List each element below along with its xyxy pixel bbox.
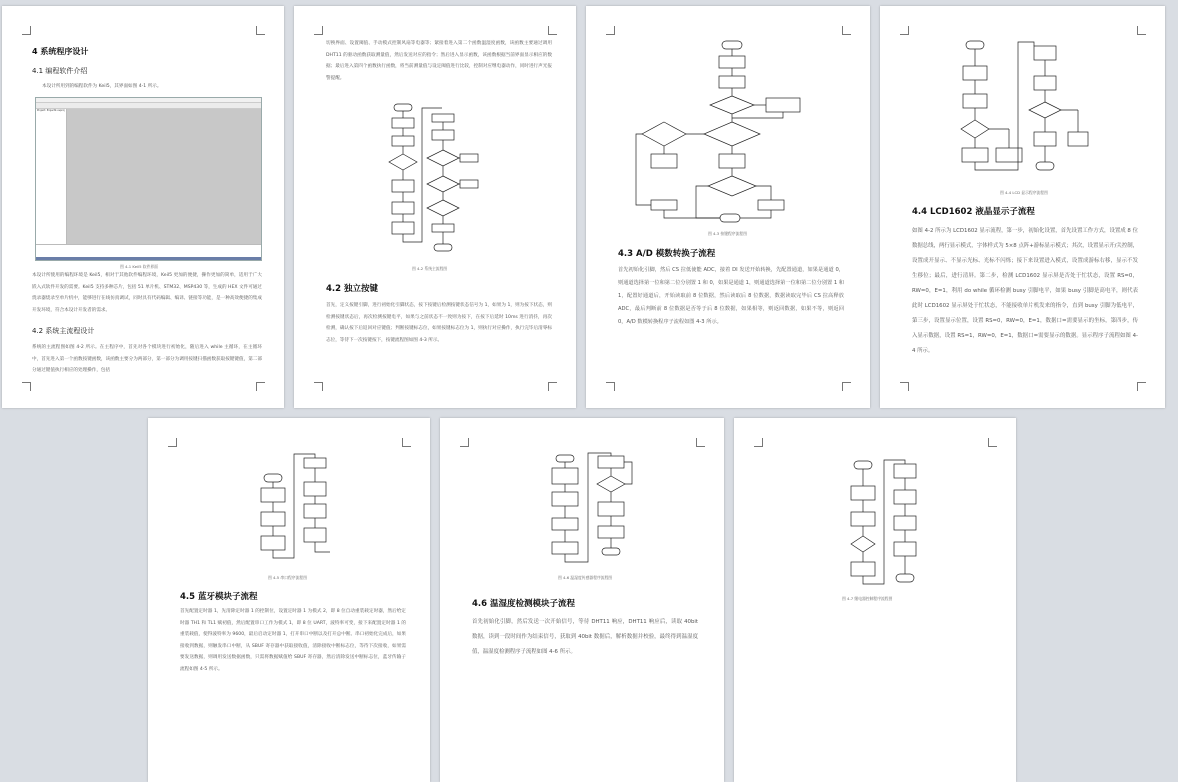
figure-caption: 图 4-2 系统主流程图: [412, 266, 448, 271]
subsection-heading: 4.4 LCD1602 液晶显示子流程: [912, 207, 1035, 217]
crop-mark: [606, 26, 615, 35]
crop-mark: [22, 26, 31, 35]
subsection-heading: 4.5 蓝牙模块子流程: [180, 592, 258, 602]
document-page-5: [148, 418, 430, 782]
paragraph: 首先初始化引脚，然后 CS 拉低使能 ADC，接着 DI 发送开始转换，先配置通道，如果是通道 0，则通道选择第一位和第二位分别置 1 和 0，如果是通道 1，则通道选择第一位和第二位分别置 1 和 1，配置好通道后，开始读取前 8 位数据，然后读取后 8 位数据，数据读取完毕后 CS 拉高释放 ADC，最后判断前 8 位数据是否等于后 8 位数据，如果相等，则返回数据，如果不等，则返回 0，A/D 数模转换程序子流程如图 4-3 所示。: [618, 267, 844, 325]
paragraph: 系统的主流程图如图 4-2 所示。在主程序中，首先对各个模块进行初始化，随后进入 while 主循环，在主循环中，首先进入第一个函数按键函数，该函数主要分为两部分，第一部分为调用按键扫描函数获取按键键值，第二部分通过键值执行相应的处理操作，包括: [32, 345, 262, 373]
crop-mark: [606, 382, 615, 391]
document-page-4: [880, 6, 1165, 408]
flowchart-lcd: [958, 38, 1098, 180]
figure-caption: 图 4-1 Keil5 软件界面: [120, 264, 158, 269]
crop-mark: [256, 382, 265, 391]
crop-mark: [548, 26, 557, 35]
document-page-3: [586, 6, 870, 408]
project-label: Project: Project2.uvproj: [37, 109, 65, 112]
crop-mark: [900, 382, 909, 391]
crop-mark: [1137, 26, 1146, 35]
section-heading: 4 系统程序设计: [32, 47, 89, 56]
document-page-2: [294, 6, 576, 408]
crop-mark: [402, 438, 411, 447]
crop-mark: [168, 438, 177, 447]
crop-mark: [314, 382, 323, 391]
crop-mark: [988, 438, 997, 447]
figure-caption: 图 4-7 继电器控制程序流程图: [842, 596, 893, 601]
crop-mark: [256, 26, 265, 35]
paragraph: 本设计所用到的编程软件为 Keil5，其界面如图 4-1 所示。: [42, 84, 162, 89]
document-page-6: [440, 418, 724, 782]
figure-caption: 图 4-4 LCD 显示程序流程图: [1000, 190, 1048, 195]
crop-mark: [460, 438, 469, 447]
paragraph: 首先配置定时器 1，先清除定时器 1 的控制位，设置定时器 1 为模式 2，即 8 位自动重装载定时器，然后给定时器 TH1 和 TL1 赋初值，然后配置串口工作为模式 1，即 8 位 UART，波特率可变，接下来配置定时器 1 的重装载值，使得波特率为 9600，最后启动定时器 1，打开串口中断以及打开总中断。串口初始化完成后，如果接收到数据，则触发串口中断，从 SBUF 寄存器中获取接收值，清除接收中断标志位，等待下次接收，如果需要发送数据，则调用发送数据函数，只需将数据赋值给 SBUF 寄存器，然后清除发送中断标志位，蓝牙传输子流程如图 4-5 所示。: [180, 609, 406, 672]
crop-mark: [548, 382, 557, 391]
crop-mark: [22, 382, 31, 391]
crop-mark: [1137, 382, 1146, 391]
paragraph: 首先，定义按键引脚，进行初始化引脚状态，按下按键后检测按键状态信号为 1，如果为 1，则为按下状态，则检测按键状态后，再次检测按键电平，如果与之前状态不一致则为按下，在按下后延时 10ms 进行消抖，再次检测，确认按下后返回对应键值；判断按键标志位，如果按键标志位为 1，则执行对应操作，执行完毕后清零标志位，等待下一次按键按下，按键流程图如图 4-3 所示。: [326, 303, 552, 343]
paragraph: 切换界面、设置阈值、手动模式控制风扇等电器等；紧接着进入第二个函数温湿度函数，该函数主要通过调用 DHT11 的驱动函数获取测量值，然后发送对应的指令；然后进入显示函数，该函数根据当前界面显示相应的数据；最后进入第四个函数执行函数，将当前测量值与设定阈值进行比较，控制对应继电器动作，同时进行声光报警提醒。: [326, 41, 552, 81]
document-page-1: [2, 6, 284, 408]
flowchart-bluetooth: [256, 452, 336, 572]
document-page-7: [734, 418, 1016, 782]
subsection-heading: 4.2 系统主流程设计: [32, 327, 95, 335]
subsection-heading: 4.6 温湿度检测模块子流程: [472, 599, 576, 609]
crop-mark: [842, 26, 851, 35]
flowchart-relay: [846, 458, 926, 590]
paragraph: 如图 4-2 所示为 LCD1602 显示流程，第一步，初始化设置，首先设置工作方式，设置成 8 位数据总线，两行显示模式，字体样式为 5×8 点阵+游标显示模式；其次，设置显示开/关控制，设置成开显示、不显示光标、光标不闪烁；接下来设置进入模式，设置成游标右移，显示不发生移位；最后，进行清屏。第二步，检测 LCD1602 显示屏是否处于忙状态，设置 RS=0，RW=0，E=1，利用 do while 循环检测 busy 引脚电平，如果 busy 引脚是高电平，则代表此时 LCD1602 显示屏处于忙状态，不能接收单片机发来的指令，直到 busy 引脚为低电平，第三步，设置显示位置，设置 RS=0，RW=0，E=1，数据口=需要显示的坐标，第四步，传入显示数据，设置 RS=1，RW=0，E=1，数据口=需要显示的数据。显示程序子流程如图 4-4 所示。: [912, 228, 1138, 354]
figure-caption: 图 4-3 按键程序流程图: [708, 231, 747, 236]
crop-mark: [842, 382, 851, 391]
crop-mark: [314, 26, 323, 35]
subsection-heading: 4.1 编程软件介绍: [32, 67, 88, 75]
crop-mark: [754, 438, 763, 447]
flowchart-main: [382, 102, 482, 256]
keil-screenshot-image: [35, 97, 262, 261]
crop-mark: [900, 26, 909, 35]
figure-caption: 图 4-5 串口程序流程图: [268, 575, 307, 580]
crop-mark: [696, 438, 705, 447]
figure-caption: 图 4-6 温湿度传感器程序流程图: [558, 575, 613, 580]
flowchart-ad: [626, 38, 836, 226]
paragraph: 本设计所使用的编程环境是 Keil5，相对于其他软件编程环境，Keil5 更加的便捷，操作更加的简单，适用于广大嵌入式软件开发的需要。Keil5 支持多种芯片，包括 51 单片机、STM32、MSP430 等，生成的 HEX 文件可通过烧录器烧录至单片机中，能够进行在线仿真调试，同时具有代码编辑、编译、链接等功能，是一种高效便捷的集成开发环境，符合本设计开发者的需求。: [32, 273, 262, 313]
paragraph: 首先初始化引脚，然后发送一次开始信号，等待 DHT11 响应，DHT11 响应后，读取 40bit 数据，读到一段时间作为结束信号，获取到 40bit 数据后，解析数据并校验，最终得到温湿度值，温湿度检测程序子流程如图 4-6 所示。: [472, 619, 698, 655]
subsection-heading: 4.2 独立按键: [326, 284, 379, 294]
flowchart-dht11: [546, 452, 638, 576]
subsection-heading: 4.3 A/D 模数转换子流程: [618, 249, 716, 259]
